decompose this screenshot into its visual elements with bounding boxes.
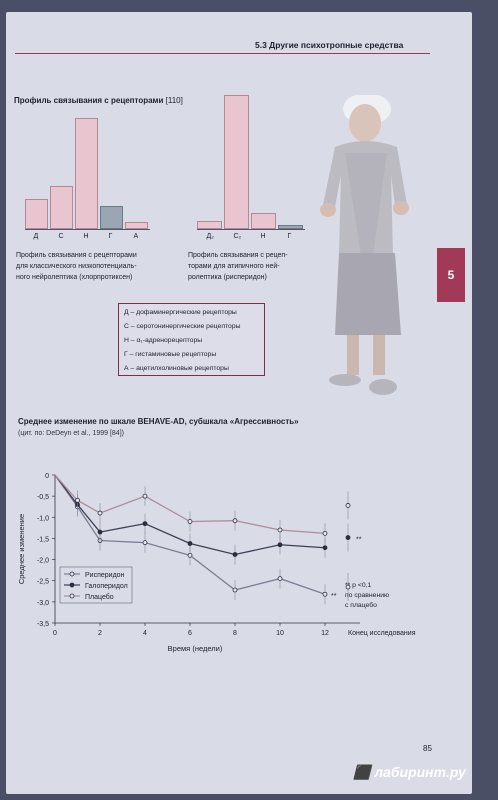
end-of-study-label: Конец исследования [348,630,416,637]
x-tick-label: 10 [276,630,284,637]
legend-label: Галоперидол [85,583,128,590]
significance-mark-12: ** [331,593,337,601]
line-chart-title: Среднее изменение по шкале BEHAVE-AD, субшкала «Агрессивность» [18,417,299,426]
bar-label: Д [33,233,39,240]
running-header: 5.3 Другие психотропные средства [255,40,404,50]
bar-label: Д₂ [206,233,214,240]
bar-Н [75,118,98,229]
footnote-line: с плацебо [345,602,377,609]
end-point [346,503,350,507]
significance-mark-end: ** [356,536,362,544]
line-chart [0,440,498,700]
data-point [323,546,327,550]
data-point [188,542,192,546]
y-tick-label: -1,0 [36,515,49,523]
y-tick-label: -0,5 [36,494,49,502]
data-point [143,494,147,498]
bar-baseline [197,229,305,230]
x-tick-label: 8 [233,630,237,637]
data-point [278,543,282,547]
bar-label: Г [108,233,113,240]
data-point [323,531,327,535]
bar-label: Н [260,233,266,240]
footnote-line: ** р <0,1 [345,582,372,589]
x-tick-label: 6 [188,630,192,637]
bar-chart-risperidone [197,95,305,240]
x-tick-label: 12 [321,630,329,637]
header-rule [15,53,430,54]
data-point [143,541,147,545]
data-point [278,528,282,532]
chart1-caption: Профиль связывания с рецепторами для классического низкопотенциаль- ного нейролептика (хлорпротиксен) [16,252,137,281]
x-tick-label: 4 [143,630,147,637]
line-chart-subtitle: (цит. по: DeDeyn et al., 1999 [84]) [18,430,124,437]
legend-marker [70,594,74,598]
y-tick-label: -3,5 [36,621,49,628]
data-point [323,592,327,596]
x-tick-label: 0 [53,630,57,637]
footnote-line: по сравнению [345,592,390,599]
watermark-logo: ⬛ лабиринт.ру [353,764,466,780]
y-tick-label: -2,0 [36,557,49,565]
bar-Д₂ [197,221,222,229]
y-tick-label: -2,5 [36,578,49,586]
y-tick-label: 0 [45,473,49,480]
legend-label: Плацебо [85,594,114,601]
legend-item: А – ацетилхолиновые рецепторы [124,365,229,372]
chart2-caption: Профиль связывания с рецеп- торами для атипичного ней- ролептика (рисперидон) [188,252,288,281]
data-point [98,530,102,534]
data-point [98,511,102,515]
legend-item: Н – α₁-адренорецепторы [124,337,203,344]
y-axis-label: Среднее изменение [17,513,26,585]
chapter-tab: 5 [437,248,465,302]
data-point [278,577,282,581]
end-point [346,536,350,540]
section-title: Профиль связывания с рецепторами [110] [14,96,183,105]
elderly-woman-photo [315,95,425,400]
data-point [188,553,192,557]
bar-chart-chlorprothixene [25,115,150,240]
bar-С [50,186,73,229]
bar-А [125,222,148,229]
legend-marker [70,583,74,587]
bar-label: С₂ [233,233,242,240]
legend-marker [70,572,74,576]
bar-label: С [58,233,64,240]
bar-Д [25,199,48,229]
y-tick-label: -3,0 [36,599,49,607]
receptor-legend [118,303,265,376]
data-point [233,588,237,592]
bar-Н [251,213,276,229]
legend-label: Рисперидон [85,572,125,579]
data-point [188,520,192,524]
x-tick-label: 2 [98,630,102,637]
data-point [76,498,80,502]
bar-label: А [133,233,139,240]
legend-item: С – серотонинергические рецепторы [124,323,241,330]
data-point [233,552,237,556]
bar-label: Н [83,233,89,240]
x-axis-label: Время (недели) [167,644,223,653]
legend-item: Г – гистаминовые рецепторы [124,351,217,358]
page-number: 85 [423,744,432,753]
y-tick-label: -1,5 [36,536,49,544]
bar-baseline [25,229,150,230]
bar-Г [100,206,123,229]
legend-item: Д – дофаминергические рецепторы [124,309,237,316]
bar-label: Г [287,233,292,240]
data-point [143,522,147,526]
bar-С₂ [224,95,249,229]
data-point [233,519,237,523]
